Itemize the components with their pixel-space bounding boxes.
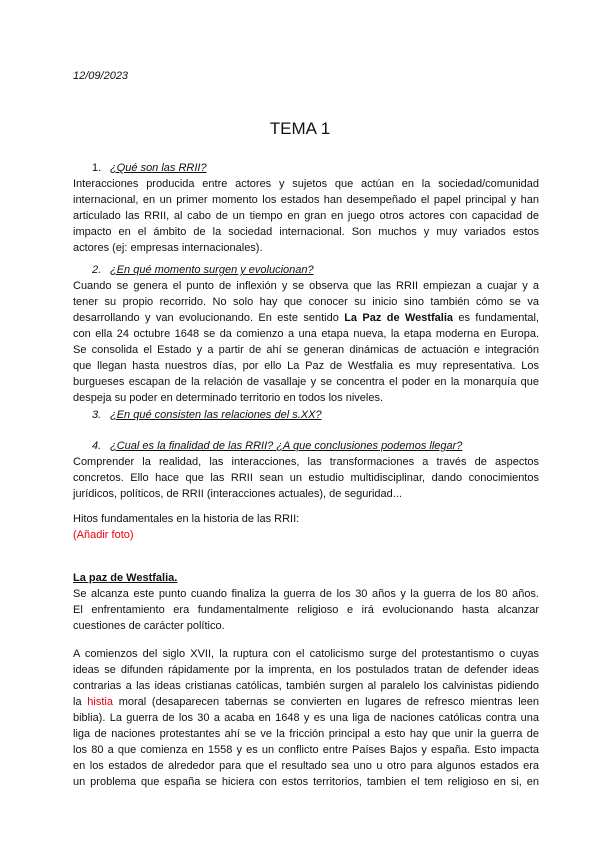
paragraph-2 [73,278,539,406]
list-number: 1. [92,162,102,174]
text-line: Interacciones producida entre actores y sujetos que actúan en la sociedad/comunidad [73,178,539,190]
paragraph-6 [73,646,539,790]
add-photo-note: (Añadir foto) [73,529,134,541]
section-heading: La paz de Westfalia. [73,572,178,584]
text-line [73,694,539,710]
page-title: TEMA 1 [269,119,331,138]
bold-term: La Paz de Westfalia [344,312,454,324]
text-run: la [73,696,82,708]
text-line: ideas se difunden rápidamente por la imprenta, en los postulados tratan de defender ideas [73,664,539,676]
date: 12/09/2023 [73,70,129,82]
question-text: ¿En qué consisten las relaciones del s.XX? [110,409,322,421]
text-line: impacto en el ámbito de la sociedad internacional. Son muchos y muy variados estos [73,226,539,238]
section-westfalia [73,570,539,634]
text-line: tener su propio recorrido. No solo hay que conocer su inicio sino también cómo se va [73,296,539,308]
question-text: ¿En qué momento surgen y evolucionan? [110,264,314,276]
text-line: biblia). La guerra de los 30 a acaba en 1648 y es una liga de naciones católicas contra una [73,712,539,724]
text-line: jurídicos, políticos, de RRII (interacciones actuales), de seguridad... [73,488,402,500]
paragraph-4 [73,454,539,502]
text-line: Comprender la realidad, las interacciones, las transformaciones a través de aspectos [73,456,539,468]
text-line: Se alcanza este punto cuando finaliza la guerra de los 30 años y la guerra de los 80 años. [73,588,539,600]
text-run: moral (desaparecen tabernas se convierten en lugares de refresco mientras leen [118,696,539,708]
question-3 [92,407,322,423]
text-line: con ella 24 octubre 1648 se da comienzo a una etapa nueva, la etapa moderna en Europa. [73,328,539,340]
question-text: ¿Qué son las RRII? [110,162,207,174]
question-text: ¿Cual es la finalidad de las RRII? ¿A que conclusiones podemos llegar? [110,440,463,452]
text-line: A comienzos del siglo XVII, la ruptura con el catolicismo surge del protestantismo o cuyas [73,648,539,660]
text-line: burgueses escapan de la relación de vasallaje y se concentra el poder en la monarquía que [73,376,539,388]
list-number: 3. [92,409,102,421]
text-line: internacional, en un primer momento los estados han desempeñado el papel principal y han [73,194,539,206]
text-line: cuestiones de carácter político. [73,620,225,632]
highlighted-word: histia [87,696,113,708]
paragraph-1 [73,176,539,256]
list-number: 4. [92,440,102,452]
text-line: Cuando se genera el punto de inflexión y se observa que las RRII empiezan a cuajar y a [73,280,539,292]
text-line: despeja su poder en determinado territorio en todos los niveles. [73,392,384,404]
question-2 [92,262,314,278]
list-number: 2. [92,264,102,276]
text-line: actores (ej: empresas internacionales). [73,242,263,254]
text-line: un problema que españa se hiciera con estos territorios, tambien el tem religioso en si, en [73,776,539,788]
text-line: El enfrentamiento era fundamentalmente religioso e irá evolucionando hasta alcanzar [73,604,539,616]
text-line: los 80 a que comienza en 1558 y es un conflicto entre Países Bajos y españa. Esto impacta [73,744,539,756]
text-line: articulado las RRII, al cabo de un tiempo en gran en juego otros actores con capacidad de [73,210,539,222]
text-run: es fundamental, [458,312,539,324]
text-line: liga de naciones protestantes ahí se ve la fricción principal a esto hay que unir la guerra de [73,728,539,740]
text-line: en los estados de alrededor para que el resultado sea uno u otro para algunos estados era [73,760,539,772]
question-4 [92,438,462,454]
text-line: que llegan hasta nuestros días, por ello La Paz de Westfalia es muy representativa. Los [73,360,539,372]
text-line [73,310,539,326]
milestones-section [73,511,539,543]
text-line: contrarias a las ideas cristianas católicas, también surgen al paralelo los calvinistas pidiendo [73,680,539,692]
milestones-label: Hitos fundamentales en la historia de las RRII: [73,513,300,525]
text-line: concretos. Ello hace que las RRII sean un estudio multidisciplinar, dando conocimientos [73,472,539,484]
question-1 [92,160,207,176]
text-run: desarrollando y van evolucionando. En este sentido [73,312,339,324]
text-line: Se consolida el Estado y a partir de ahí se generan dinámicas de actuación e integración [73,344,539,356]
